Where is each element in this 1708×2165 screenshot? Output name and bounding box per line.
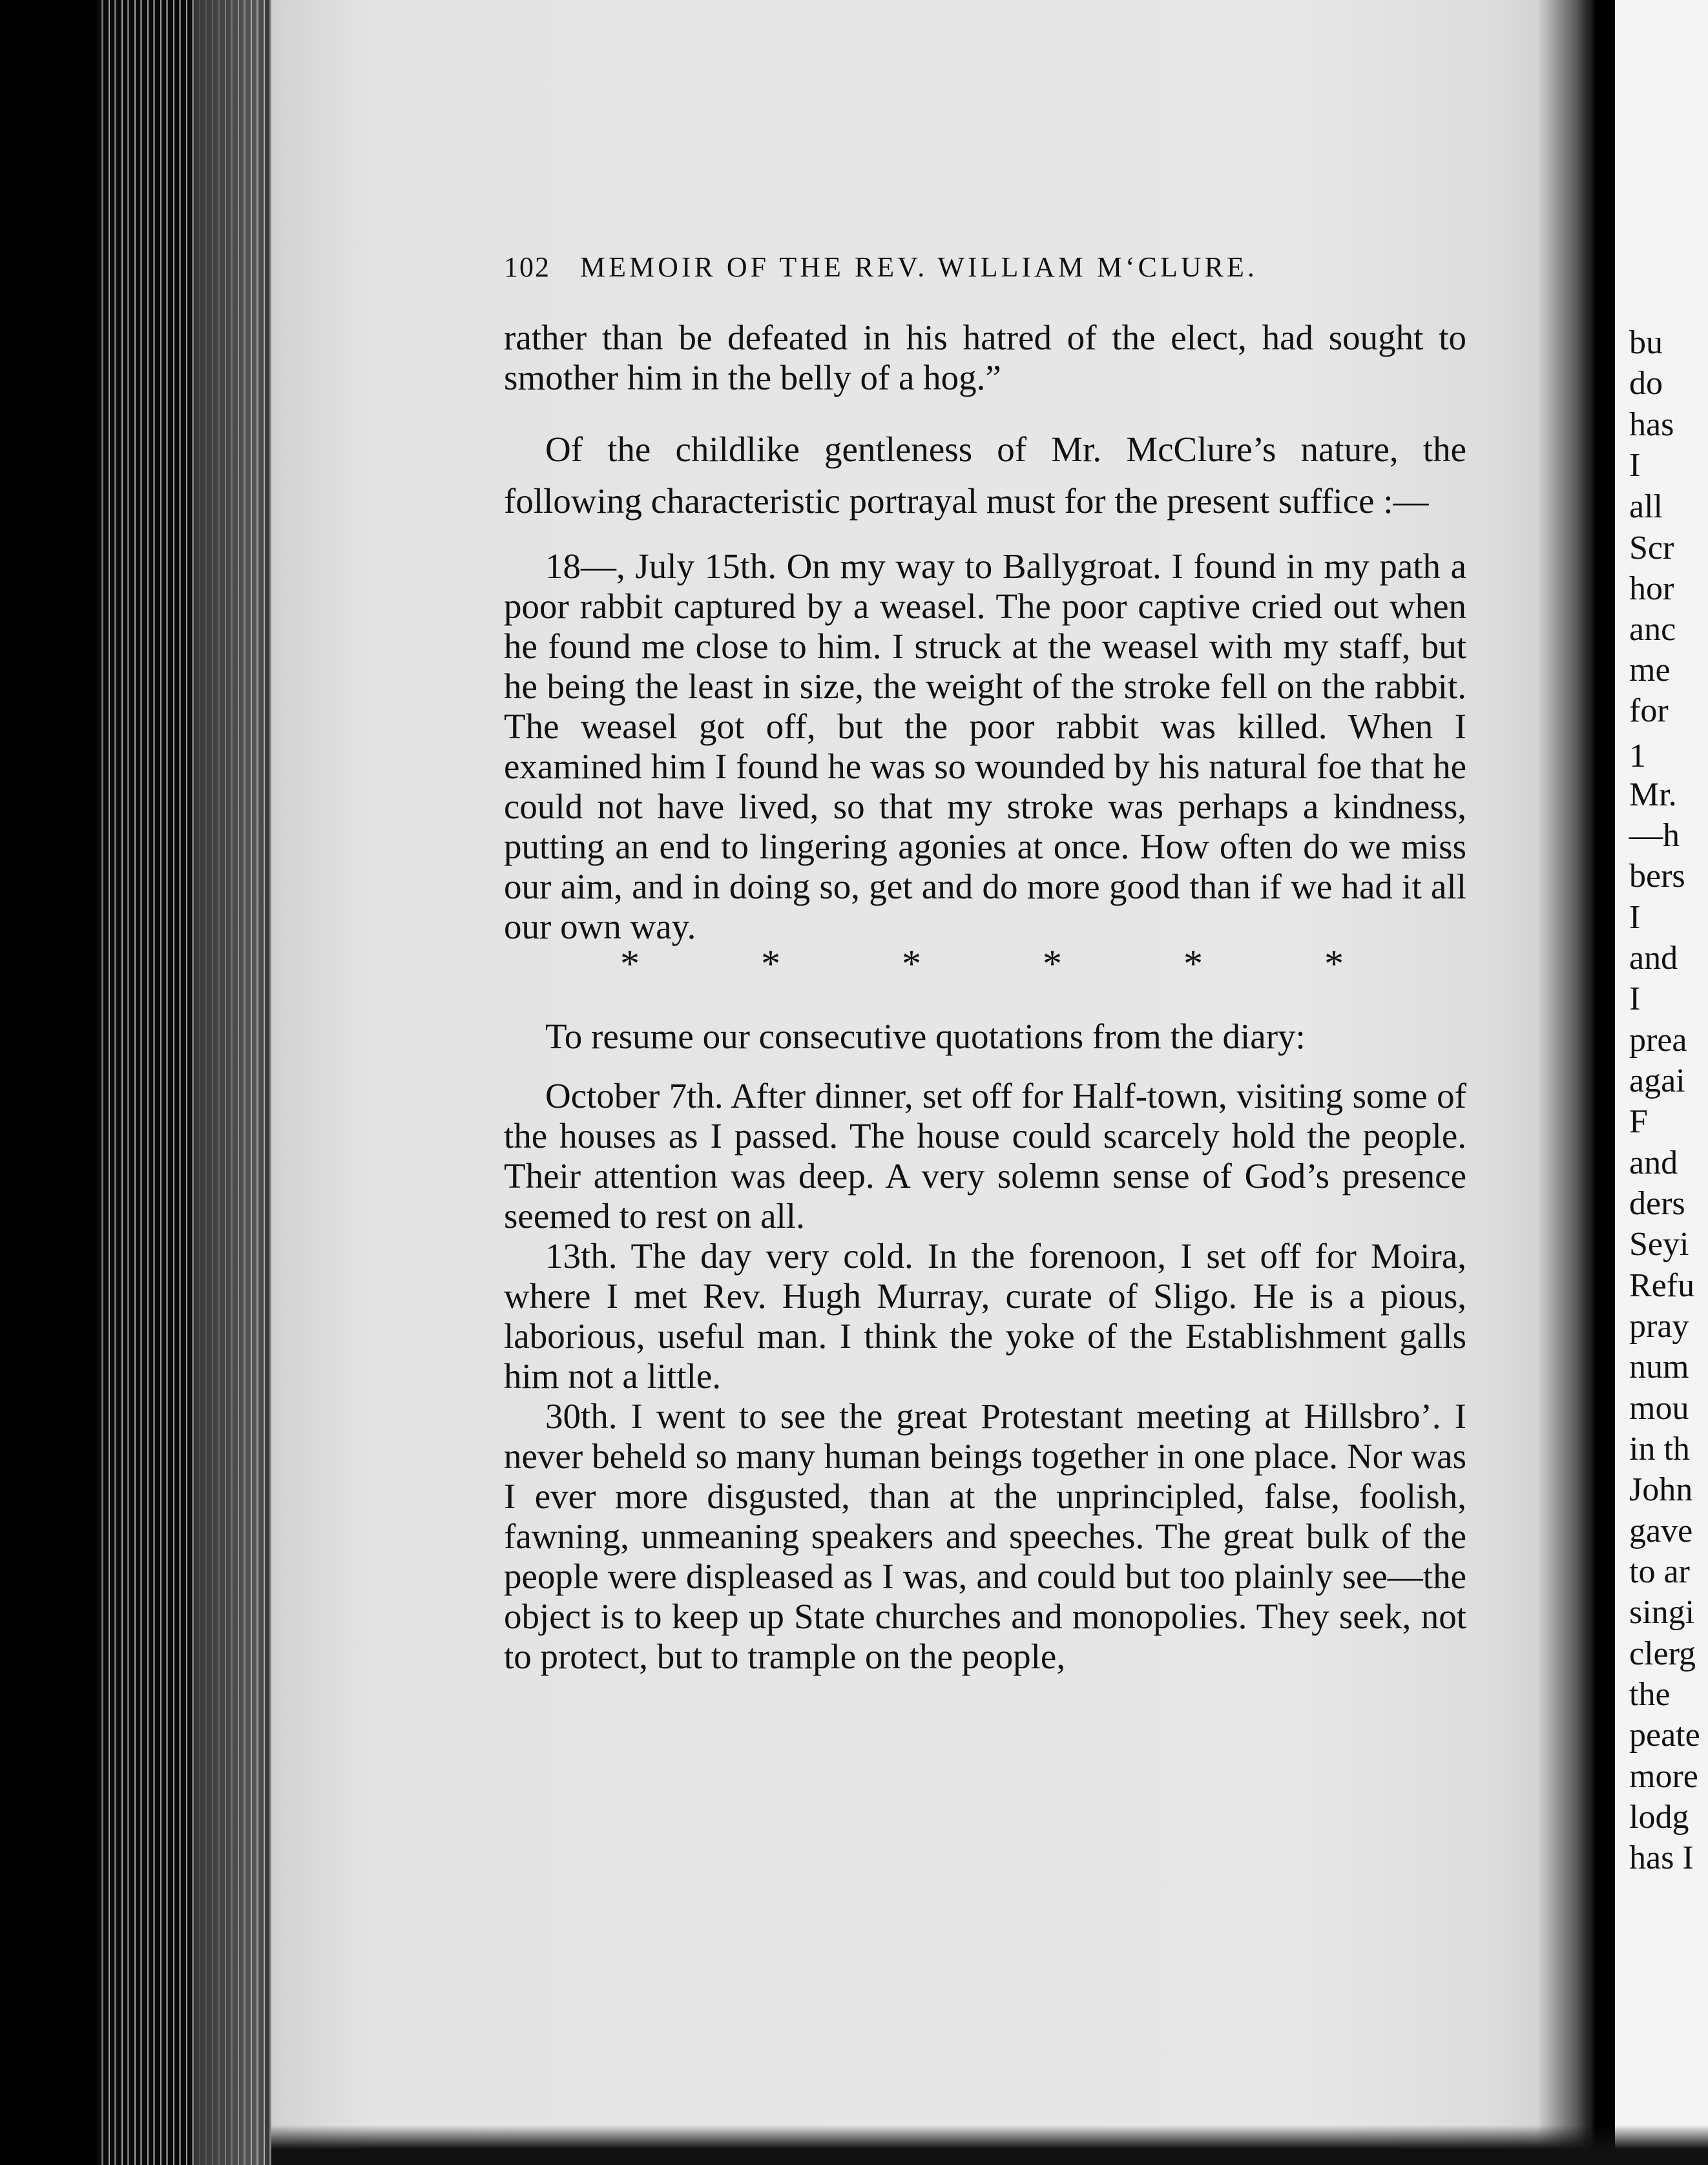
scanner-edge [0,0,97,2165]
facing-page-fragment: num [1629,1349,1689,1385]
facing-page-fragment: pray [1629,1308,1689,1345]
page-number: 102 [504,251,550,283]
facing-page-fragment: me [1629,652,1671,689]
facing-page-fragment: hor [1629,570,1674,607]
facing-page-fragment: singi [1629,1594,1695,1631]
paragraph-diary-30th: 30th. I went to see the great Protestant meeting at Hillsbro’. I never beheld so many human beings together in one place. Nor was I ever more disgusted, than at the unprincipled, false, foolish, fawning, unmeaning speakers and speeches. The great bulk of the people were displeased as I was, and could but too plainly see—the object is to keep up State churches and monopolies. They seek, not to protect, but to trample on the people, [504,1396,1466,1676]
asterisk: * [1324,942,1344,985]
facing-page-fragment: 1 [1629,738,1646,774]
asterisk: * [761,942,780,985]
facing-page-fragment: all [1629,488,1663,525]
paragraph-diary-oct-7: October 7th. After dinner, set off for Half-town, visiting some of the houses as I passed. The house could scarcely hold the people. Their attention was deep. A very solemn sense of God’s presence seemed to rest on all. [504,1076,1466,1236]
paragraph-continuation: rather than be defeated in his hatred of the elect, had sought to smother him in the belly of a hog.” [504,318,1466,397]
facing-page-fragment: mou [1629,1390,1689,1427]
facing-page-fragment: John [1629,1471,1693,1508]
running-title: MEMOIR OF THE REV. WILLIAM M‘CLURE. [580,251,1258,283]
page-bottom-shadow [271,2125,1708,2165]
facing-page-fragment: clerg [1629,1635,1696,1672]
facing-page [1615,0,1708,2165]
running-head [504,251,1344,284]
facing-page-fragment: agai [1629,1062,1685,1099]
facing-page-fragment: has [1629,406,1674,443]
facing-page-fragment: more [1629,1758,1698,1795]
facing-page-fragment: ders [1629,1185,1685,1222]
paragraph-intro: Of the childlike gentleness of Mr. McClure’s nature, the following characteristic portrayal must for the present suffice :— [504,430,1466,521]
facing-page-fragment: in th [1629,1431,1690,1467]
body-text [504,318,1466,1677]
facing-page-fragment: to ar [1629,1553,1690,1590]
paragraph-diary-13th: 13th. The day very cold. In the forenoon, I set off for Moira, where I met Rev. Hugh Murray, curate of Sligo. He is a pious, laborious, useful man. I think the yoke of the Establishment galls him not a little. [504,1236,1466,1396]
facing-page-fragment: I [1629,447,1641,484]
facing-page-fragment: Mr. [1629,776,1677,813]
facing-page-fragment: lodg [1629,1799,1689,1836]
facing-page-fragment: for [1629,692,1669,729]
facing-page-fragment: and [1629,1145,1678,1181]
facing-page-fragment: Scr [1629,530,1674,566]
facing-page-fragment: bers [1629,858,1685,895]
asterisk: * [902,942,921,985]
facing-page-fragment: Refu [1629,1267,1695,1304]
section-break-asterisks [620,944,1344,983]
facing-page-fragment: the [1629,1676,1671,1713]
facing-page-fragment: do [1629,365,1663,402]
facing-page-fragment: bu [1629,324,1663,361]
paragraph-resume: To resume our consecutive quotations from the diary: [545,1017,1306,1056]
asterisk: * [1043,942,1062,985]
asterisk: * [620,942,640,985]
page-edge-shadow [194,0,284,2165]
paragraph-diary-july: 18—, July 15th. On my way to Ballygroat. I found in my path a poor rabbit captured by a weasel. The poor captive cried out when he found me close to him. I struck at the weasel with my staff, but he being the least in size, the weight of the stroke fell on the rabbit. The weasel got off, but the poor rabbit was killed. When I examined him I found he was so wounded by his natural foe that he could not have lived, so that my stroke was perhaps a kindness, putting an end to lingering agonies at once. How often do we miss our aim, and in doing so, get and do more good than if we had it all our own way. [504,546,1466,946]
facing-page-fragment: anc [1629,611,1676,648]
facing-page-fragment: peate [1629,1717,1700,1754]
facing-page-fragment: gave [1629,1513,1693,1549]
facing-page-fragment: prea [1629,1022,1687,1059]
facing-page-fragment: Seyi [1629,1226,1689,1263]
facing-page-fragment: I [1629,899,1641,936]
facing-page-fragment: —h [1629,817,1680,854]
facing-page-fragment: I [1629,980,1641,1017]
asterisk: * [1183,942,1203,985]
facing-page-fragment: F [1629,1103,1648,1140]
facing-page-fragment: has I [1629,1839,1694,1876]
facing-page-fragment: and [1629,940,1678,977]
